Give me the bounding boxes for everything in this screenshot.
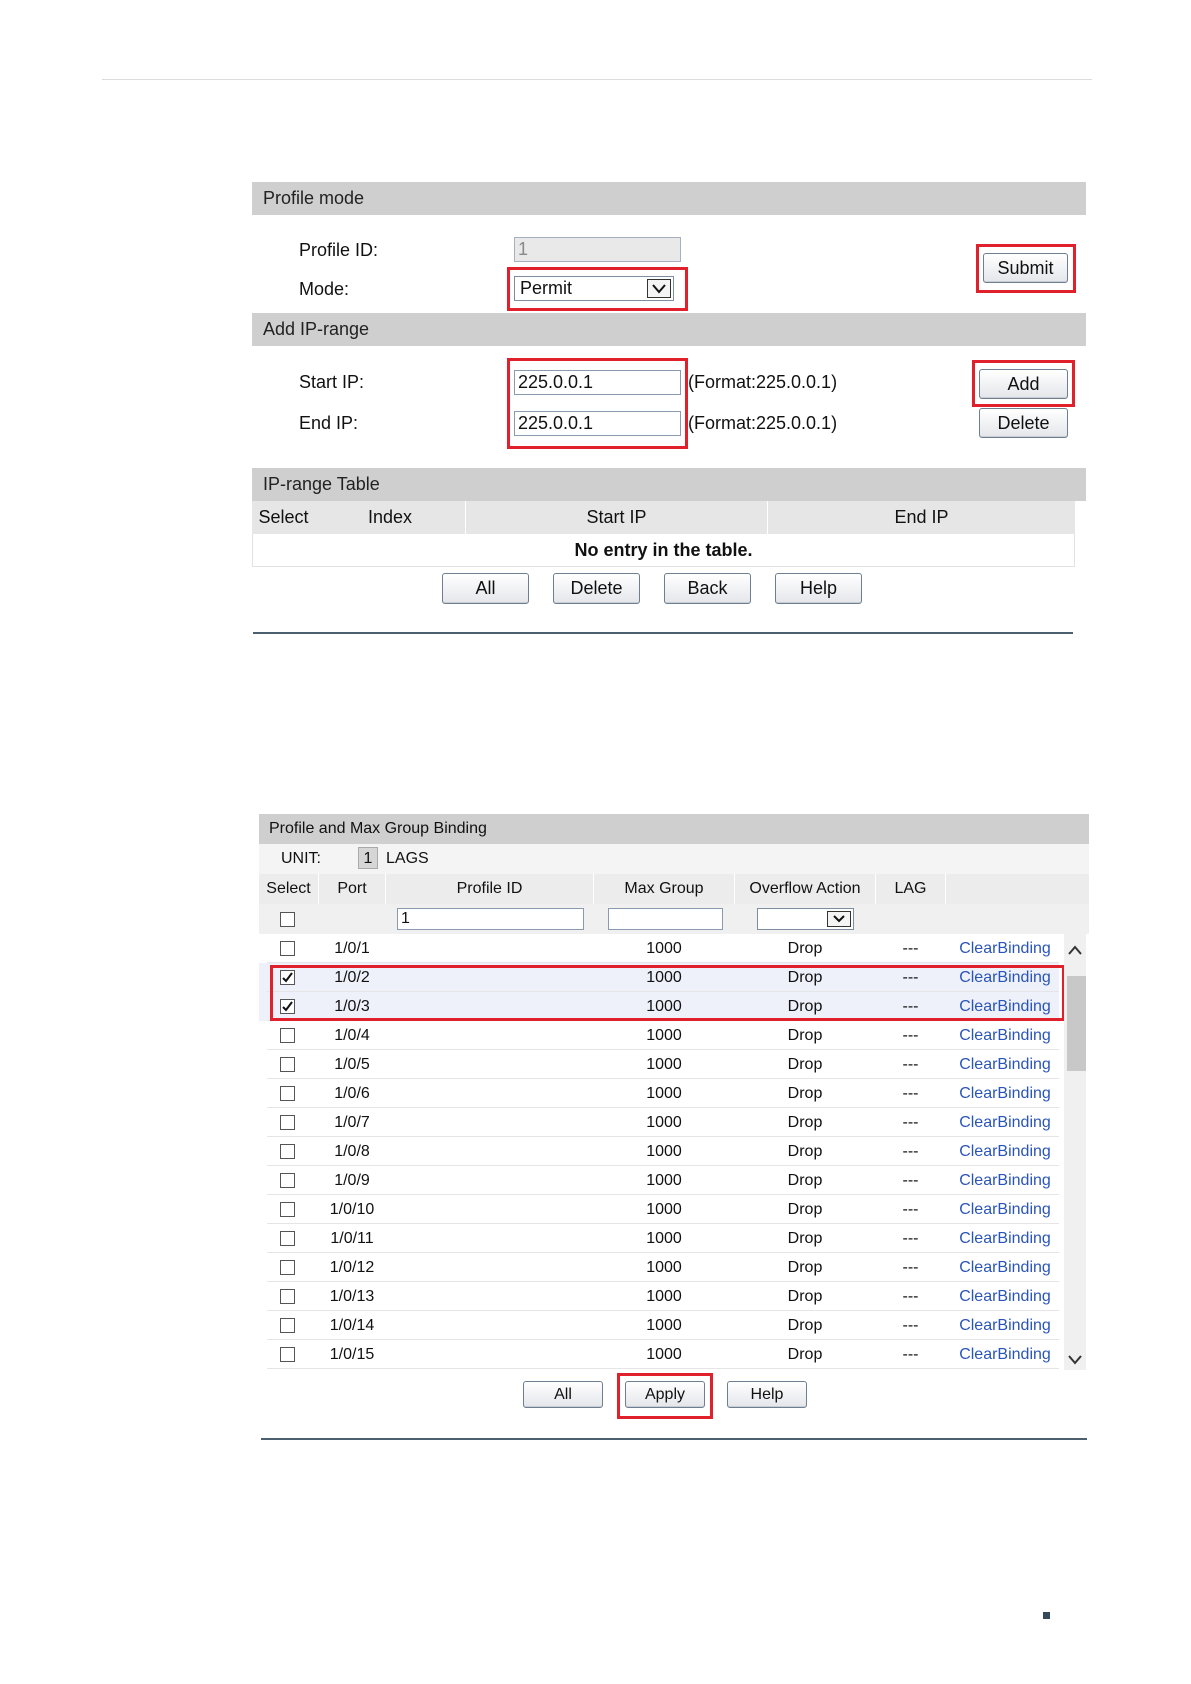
row-checkbox[interactable] <box>280 1144 295 1159</box>
lag-cell: --- <box>902 998 919 1015</box>
profile-id-label: Profile ID: <box>299 240 379 260</box>
col-max-group: Max Group <box>594 874 734 904</box>
port-cell: 1/0/3 <box>334 998 370 1015</box>
unit-1-tab[interactable]: 1 <box>358 847 378 869</box>
row-checkbox[interactable] <box>280 1289 295 1304</box>
overflow-action-cell: Drop <box>787 1027 823 1044</box>
mode-select-value: Permit <box>520 278 573 298</box>
max-group-cell: 1000 <box>646 1027 682 1044</box>
ip-range-table-header <box>252 501 1075 534</box>
overflow-action-cell: Drop <box>787 1143 823 1160</box>
page-bullet <box>1043 1612 1050 1619</box>
clear-binding-link[interactable]: ClearBinding <box>959 1346 1051 1363</box>
clear-binding-link[interactable]: ClearBinding <box>959 1056 1051 1073</box>
clear-binding-link[interactable]: ClearBinding <box>959 1172 1051 1189</box>
row-checkbox[interactable] <box>280 1086 295 1101</box>
col-select: Select <box>258 507 309 527</box>
start-ip-input[interactable]: 225.0.0.1 <box>514 370 681 395</box>
delete-button[interactable]: Delete <box>553 573 640 604</box>
panel-divider <box>261 1438 1087 1440</box>
port-cell: 1/0/4 <box>334 1027 370 1044</box>
back-button[interactable]: Back <box>664 573 751 604</box>
clear-binding-link[interactable]: ClearBinding <box>959 1085 1051 1102</box>
row-checkbox[interactable] <box>280 1115 295 1130</box>
all-button[interactable]: All <box>523 1381 603 1408</box>
col-end-ip: End IP <box>894 507 949 527</box>
highlight-add <box>972 360 1075 407</box>
max-group-cell: 1000 <box>646 969 682 986</box>
overflow-action-cell: Drop <box>787 1201 823 1218</box>
overflow-action-cell: Drop <box>787 1114 823 1131</box>
max-group-cell: 1000 <box>646 1259 682 1276</box>
unit-bar <box>259 844 1089 874</box>
row-checkbox[interactable] <box>280 1202 295 1217</box>
row-checkbox[interactable] <box>280 1231 295 1246</box>
overflow-action-cell: Drop <box>787 1172 823 1189</box>
max-group-cell: 1000 <box>646 1056 682 1073</box>
scroll-thumb[interactable] <box>1067 976 1086 1071</box>
lag-cell: --- <box>902 1259 919 1276</box>
row-checkbox[interactable] <box>280 941 295 956</box>
port-cell: 1/0/9 <box>334 1172 370 1189</box>
max-group-cell: 1000 <box>646 1172 682 1189</box>
max-group-cell: 1000 <box>646 1143 682 1160</box>
highlight-mode <box>507 267 688 311</box>
empty-table-message: No entry in the table. <box>252 534 1075 567</box>
end-ip-format-hint: (Format:225.0.0.1) <box>688 413 838 433</box>
clear-binding-link[interactable]: ClearBinding <box>959 1230 1051 1247</box>
clear-binding-link[interactable]: ClearBinding <box>959 1114 1051 1131</box>
lag-cell: --- <box>902 1346 919 1363</box>
table-row <box>259 1311 1059 1340</box>
col-action <box>946 874 1089 904</box>
lag-cell: --- <box>902 1143 919 1160</box>
highlight-ip-range <box>507 358 688 449</box>
start-ip-label: Start IP: <box>299 372 365 392</box>
highlight-selected-rows <box>270 965 1065 1021</box>
lag-cell: --- <box>902 1317 919 1334</box>
row-checkbox[interactable] <box>280 1057 295 1072</box>
table-row <box>259 1050 1059 1079</box>
overflow-action-cell: Drop <box>787 940 823 957</box>
lag-cell: --- <box>902 1027 919 1044</box>
lag-cell: --- <box>902 1085 919 1102</box>
overflow-action-cell: Drop <box>787 1259 823 1276</box>
clear-binding-link[interactable]: ClearBinding <box>959 1201 1051 1218</box>
profile-id-input[interactable]: 1 <box>514 237 681 262</box>
help-button[interactable]: Help <box>727 1381 807 1408</box>
max-group-cell: 1000 <box>646 1317 682 1334</box>
lag-cell: --- <box>902 969 919 986</box>
port-cell: 1/0/8 <box>334 1143 370 1160</box>
add-button[interactable]: Add <box>979 369 1068 399</box>
table-row <box>259 1108 1059 1137</box>
max-group-cell: 1000 <box>646 940 682 957</box>
port-cell: 1/0/10 <box>329 1201 375 1218</box>
clear-binding-link[interactable]: ClearBinding <box>959 1027 1051 1044</box>
table-row <box>259 1340 1059 1369</box>
port-cell: 1/0/15 <box>329 1346 375 1363</box>
delete-range-button[interactable]: Delete <box>979 408 1068 438</box>
lag-cell: --- <box>902 1114 919 1131</box>
row-checkbox[interactable] <box>280 1318 295 1333</box>
table-row <box>259 1137 1059 1166</box>
overflow-action-cell: Drop <box>787 1056 823 1073</box>
table-row <box>259 1195 1059 1224</box>
row-checkbox[interactable] <box>280 1028 295 1043</box>
col-port: Port <box>319 874 385 904</box>
table-row <box>259 1166 1059 1195</box>
scroll-up-icon[interactable] <box>1068 942 1082 960</box>
col-overflow-action: Overflow Action <box>735 874 875 904</box>
highlight-apply <box>617 1373 713 1419</box>
chevron-down-icon[interactable] <box>827 911 851 927</box>
highlight-submit <box>976 244 1076 293</box>
lag-cell: --- <box>902 1230 919 1247</box>
table-row <box>259 1021 1059 1050</box>
port-cell: 1/0/5 <box>334 1056 370 1073</box>
row-checkbox[interactable] <box>280 1347 295 1362</box>
profile-id-filter-input[interactable]: 1 <box>397 908 584 930</box>
port-cell: 1/0/14 <box>329 1317 375 1334</box>
lag-cell: --- <box>902 1201 919 1218</box>
max-group-cell: 1000 <box>646 1230 682 1247</box>
col-profile-id: Profile ID <box>386 874 593 904</box>
col-start-ip: Start IP <box>586 507 647 527</box>
port-cell: 1/0/11 <box>330 1230 374 1247</box>
max-group-cell: 1000 <box>646 1114 682 1131</box>
overflow-action-cell: Drop <box>787 1230 823 1247</box>
unit-label: UNIT: <box>281 850 321 867</box>
row-checkbox[interactable] <box>280 1173 295 1188</box>
scroll-down-icon[interactable] <box>1068 1352 1082 1370</box>
table-row <box>259 1282 1059 1311</box>
port-cell: 1/0/13 <box>329 1288 375 1305</box>
binding-panel-title: Profile and Max Group Binding <box>259 814 1089 844</box>
table-row <box>259 1079 1059 1108</box>
max-group-cell: 1000 <box>646 998 682 1015</box>
lag-cell: --- <box>902 1056 919 1073</box>
overflow-action-cell: Drop <box>787 998 823 1015</box>
section-add-ip-range: Add IP-range <box>252 313 1086 346</box>
lag-cell: --- <box>902 940 919 957</box>
row-checkbox[interactable] <box>280 1260 295 1275</box>
page-top-rule <box>102 79 1092 80</box>
table-row <box>259 1253 1059 1282</box>
col-index: Index <box>367 507 413 527</box>
max-group-cell: 1000 <box>646 1346 682 1363</box>
vertical-scrollbar[interactable] <box>1064 934 1086 1370</box>
clear-binding-link[interactable]: ClearBinding <box>959 1288 1051 1305</box>
clear-binding-link[interactable]: ClearBinding <box>959 940 1051 957</box>
col-select: Select <box>259 874 318 904</box>
max-group-cell: 1000 <box>646 1288 682 1305</box>
clear-binding-link[interactable]: ClearBinding <box>959 969 1051 986</box>
submit-button[interactable]: Submit <box>983 253 1068 283</box>
max-group-cell: 1000 <box>646 1085 682 1102</box>
max-group-cell: 1000 <box>646 1201 682 1218</box>
all-button[interactable]: All <box>442 573 529 604</box>
lag-cell: --- <box>902 1288 919 1305</box>
clear-binding-link[interactable]: ClearBinding <box>959 1317 1051 1334</box>
start-ip-format-hint: (Format:225.0.0.1) <box>688 372 838 392</box>
table-row <box>259 1224 1059 1253</box>
help-button[interactable]: Help <box>775 573 862 604</box>
clear-binding-link[interactable]: ClearBinding <box>959 1143 1051 1160</box>
overflow-action-cell: Drop <box>787 969 823 986</box>
overflow-action-cell: Drop <box>787 1346 823 1363</box>
section-profile-mode: Profile mode <box>252 182 1086 215</box>
section-ip-range-table: IP-range Table <box>252 468 1086 501</box>
lag-cell: --- <box>902 1172 919 1189</box>
panel-divider <box>253 632 1073 634</box>
port-cell: 1/0/12 <box>329 1259 375 1276</box>
overflow-action-filter-select[interactable] <box>757 908 854 930</box>
select-all-checkbox[interactable] <box>280 912 295 927</box>
overflow-action-cell: Drop <box>787 1288 823 1305</box>
port-cell: 1/0/2 <box>334 969 370 986</box>
col-lag: LAG <box>876 874 945 904</box>
port-cell: 1/0/6 <box>334 1085 370 1102</box>
apply-button[interactable]: Apply <box>625 1381 705 1408</box>
end-ip-label: End IP: <box>299 413 359 433</box>
max-group-filter-input[interactable] <box>608 908 723 930</box>
mode-label: Mode: <box>299 279 350 299</box>
end-ip-input[interactable]: 225.0.0.1 <box>514 411 681 436</box>
overflow-action-cell: Drop <box>787 1317 823 1334</box>
lags-tab[interactable]: LAGS <box>386 850 429 867</box>
table-row <box>259 934 1059 963</box>
clear-binding-link[interactable]: ClearBinding <box>959 1259 1051 1276</box>
port-cell: 1/0/7 <box>334 1114 370 1131</box>
clear-binding-link[interactable]: ClearBinding <box>959 998 1051 1015</box>
port-cell: 1/0/1 <box>334 940 370 957</box>
overflow-action-cell: Drop <box>787 1085 823 1102</box>
